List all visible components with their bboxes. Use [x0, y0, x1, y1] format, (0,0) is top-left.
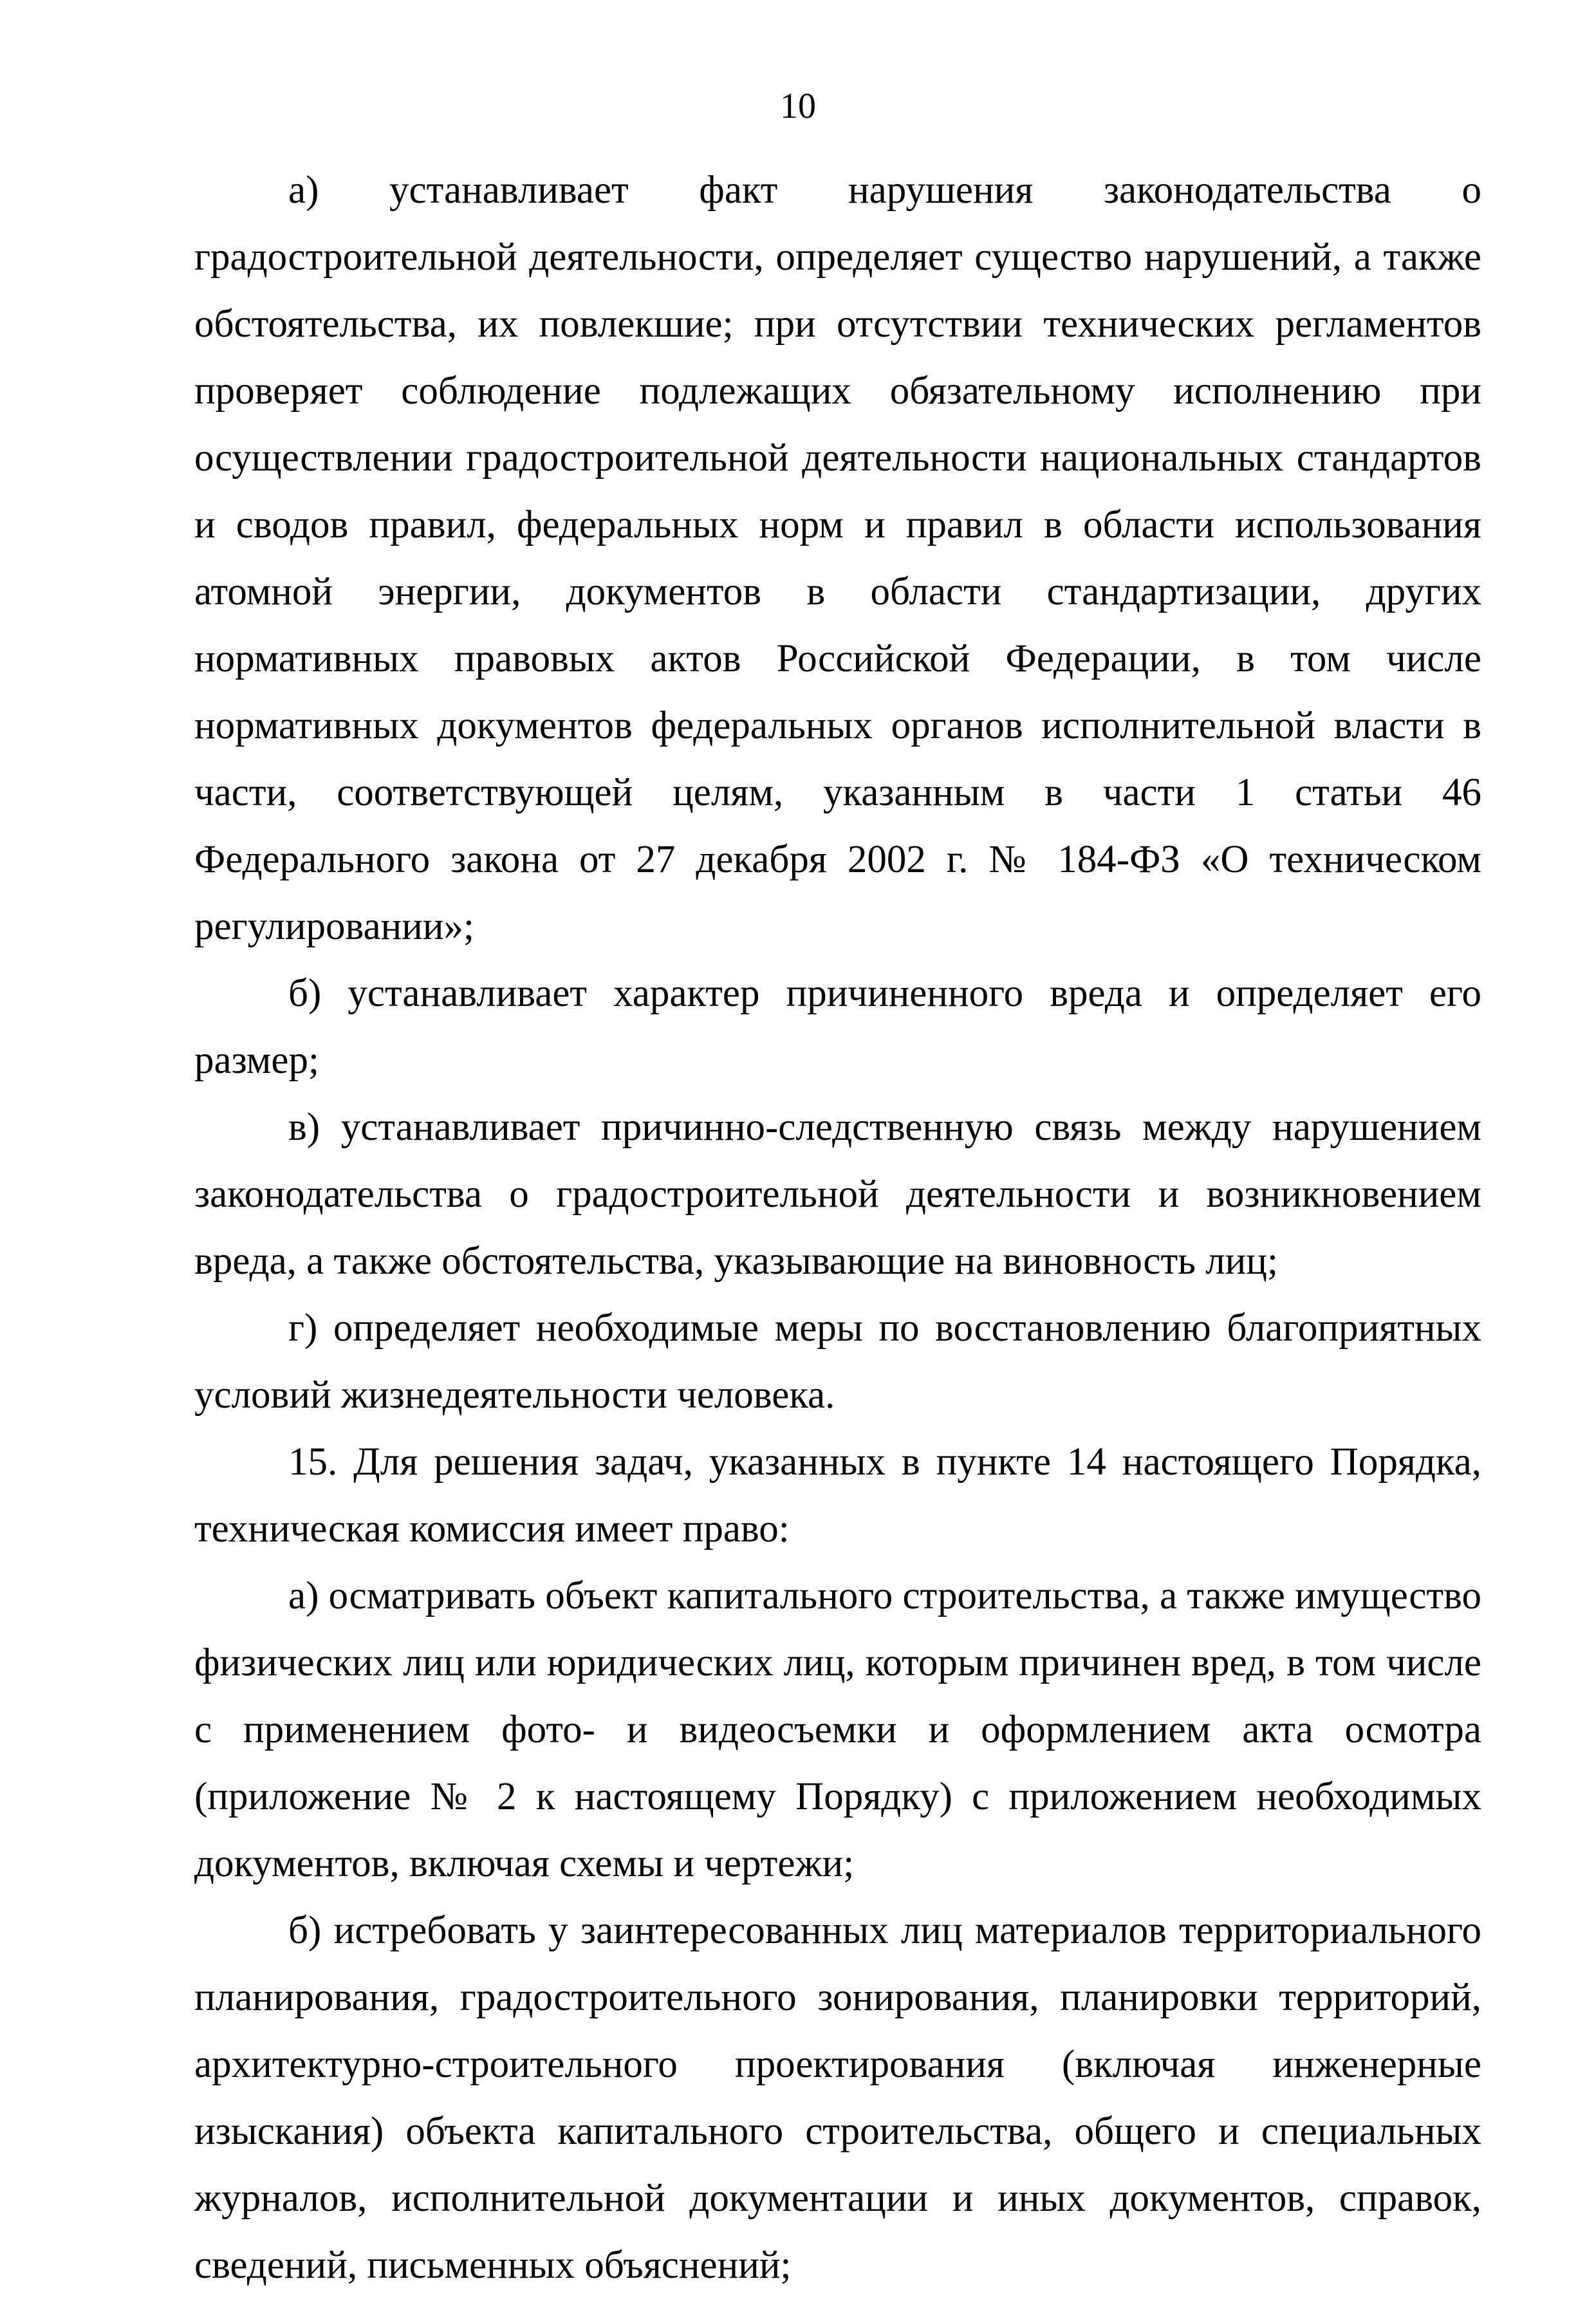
paragraph-14v: в) устанавливает причинно-следственную связь между нарушением законодательства о градостроительной деятельности и возникновением вреда, а также обстоятельства, указывающие на виновность лиц; [194, 1106, 1481, 1283]
page-number: 10 [780, 86, 816, 126]
paragraph-15: 15. Для решения задач, указанных в пункте 14 настоящего Порядка, техническая комиссия имеет право: [194, 1440, 1481, 1550]
document-body [194, 157, 1481, 2299]
paragraph-15a: а) осматривать объект капитального строительства, а также имущество физических лиц или юридических лиц, которым причинен вред, в том числе с применением фото- и видеосъемки и оформлением акта осмотра (приложение № 2 к настоящему Порядку) с приложением необходимых документов, включая схемы и чертежи; [194, 1574, 1481, 1885]
paragraph-15b: б) истребовать у заинтересованных лиц материалов территориального планирования, градостроительного зонирования, планировки территорий, архитектурно-строительного проектирования (включая инженерные изыскания) объекта капитального строительства, общего и специальных журналов, исполнительной документации и иных документов, справок, сведений, письменных объяснений; [194, 1909, 1481, 2287]
paragraph-14g: г) определяет необходимые меры по восстановлению благоприятных условий жизнедеятельности человека. [194, 1307, 1481, 1417]
paragraph-14b: б) устанавливает характер причиненного вреда и определяет его размер; [194, 972, 1481, 1082]
paragraph-14a: а) устанавливает факт нарушения законодательства о градостроительной деятельности, определяет существо нарушений, а также обстоятельства, их повлекшие; при отсутствии технических регламентов проверяет соблюдение подлежащих обязательному исполнению при осуществлении градостроительной деятельности национальных стандартов и сводов правил, федеральных норм и правил в области использования атомной энергии, документов в области стандартизации, других нормативных правовых актов Российской Федерации, в том числе нормативных документов федеральных органов исполнительной власти в части, соответствующей целям, указанным в части 1 статьи 46 Федерального закона от 27 декабря 2002 г. № 184-ФЗ «О техническом регулировании»; [194, 169, 1481, 948]
